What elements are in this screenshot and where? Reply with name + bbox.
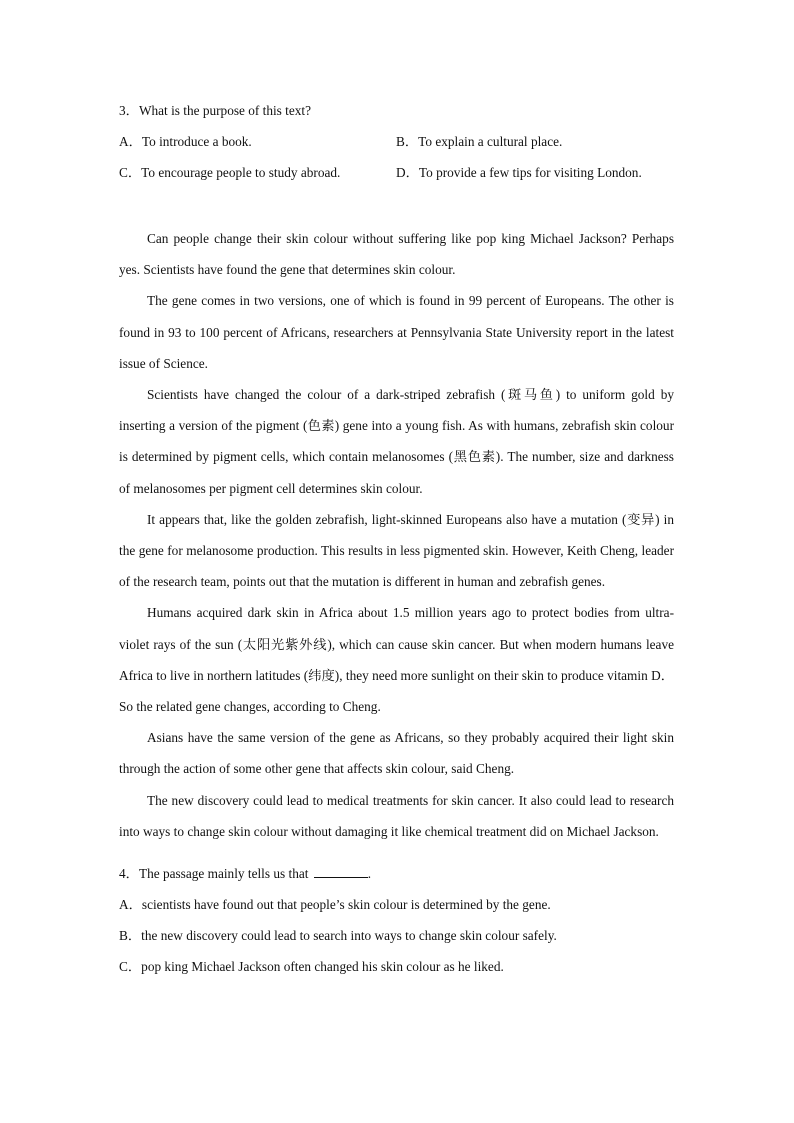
question-3-stem: 3．What is the purpose of this text? bbox=[119, 103, 312, 118]
passage-paragraph-5: Humans acquired dark skin in Africa about 1.5 million years ago to protect bodies from ultra-violet rays of the sun (太阳光紫外线), which can cause skin cancer. But when modern humans leave Africa to live in northern latitudes (纬度), they need more sunlight on their skin to produce vitamin D．So the related gene changes, according to Cheng. bbox=[119, 605, 674, 715]
question-3-options bbox=[119, 132, 674, 183]
passage-paragraph-3: Scientists have changed the colour of a dark-striped zebrafish (斑马鱼) to uniform gold by inserting a version of the pigment (色素) gene into a young fish. As with humans, zebrafish skin colour is determined by pigment cells, which contain melanosomes (黑色素). The number, size and darkness of melanosomes per pigment cell determines skin colour. bbox=[119, 387, 674, 496]
passage-paragraph-7: The new discovery could lead to medical treatments for skin cancer. It also could lead to research into ways to change skin colour without damaging it like chemical treatment did on Michael Jackson. bbox=[119, 792, 674, 839]
question-4 bbox=[119, 858, 674, 982]
option-d: D．To provide a few tips for visiting London. bbox=[396, 165, 642, 180]
answer-blank bbox=[314, 865, 368, 878]
passage-paragraph-2: The gene comes in two versions, one of which is found in 99 percent of Europeans. The other is found in 93 to 100 percent of Africans, researchers at Pennsylvania State University report in the latest issue of Science. bbox=[119, 293, 674, 371]
option-a: A．scientists have found out that people’s skin colour is determined by the gene. bbox=[119, 897, 551, 913]
option-c: C．pop king Michael Jackson often changed his skin colour as he liked. bbox=[119, 959, 504, 975]
option-b: B．To explain a cultural place. bbox=[396, 134, 563, 149]
page-content bbox=[119, 101, 674, 982]
question-4-stem-end: . bbox=[367, 866, 372, 882]
option-row bbox=[119, 163, 674, 183]
passage-paragraph-6: Asians have the same version of the gene as Africans, so they probably acquired their light skin through the action of some other gene that affects skin colour, said Cheng. bbox=[119, 730, 674, 777]
option-b: B．the new discovery could lead to search into ways to change skin colour safely. bbox=[119, 928, 557, 944]
question-4-stem-text: 4．The passage mainly tells us that bbox=[119, 866, 309, 882]
option-a: A．To introduce a book. bbox=[119, 134, 252, 149]
reading-passage bbox=[119, 223, 674, 847]
option-row bbox=[119, 132, 674, 152]
passage-paragraph-1: Can people change their skin colour without suffering like pop king Michael Jackson? Perhaps yes. Scientists have found the gene that determines skin colour. bbox=[119, 231, 674, 278]
passage-paragraph-4: It appears that, like the golden zebrafish, light-skinned Europeans also have a mutation (变异) in the gene for melanosome production. This results in less pigmented skin. However, Keith Cheng, leader of the research team, points out that the mutation is different in human and zebrafish genes. bbox=[119, 511, 674, 590]
question-4-stem bbox=[119, 858, 674, 889]
option-c: C．To encourage people to study abroad. bbox=[119, 165, 341, 180]
